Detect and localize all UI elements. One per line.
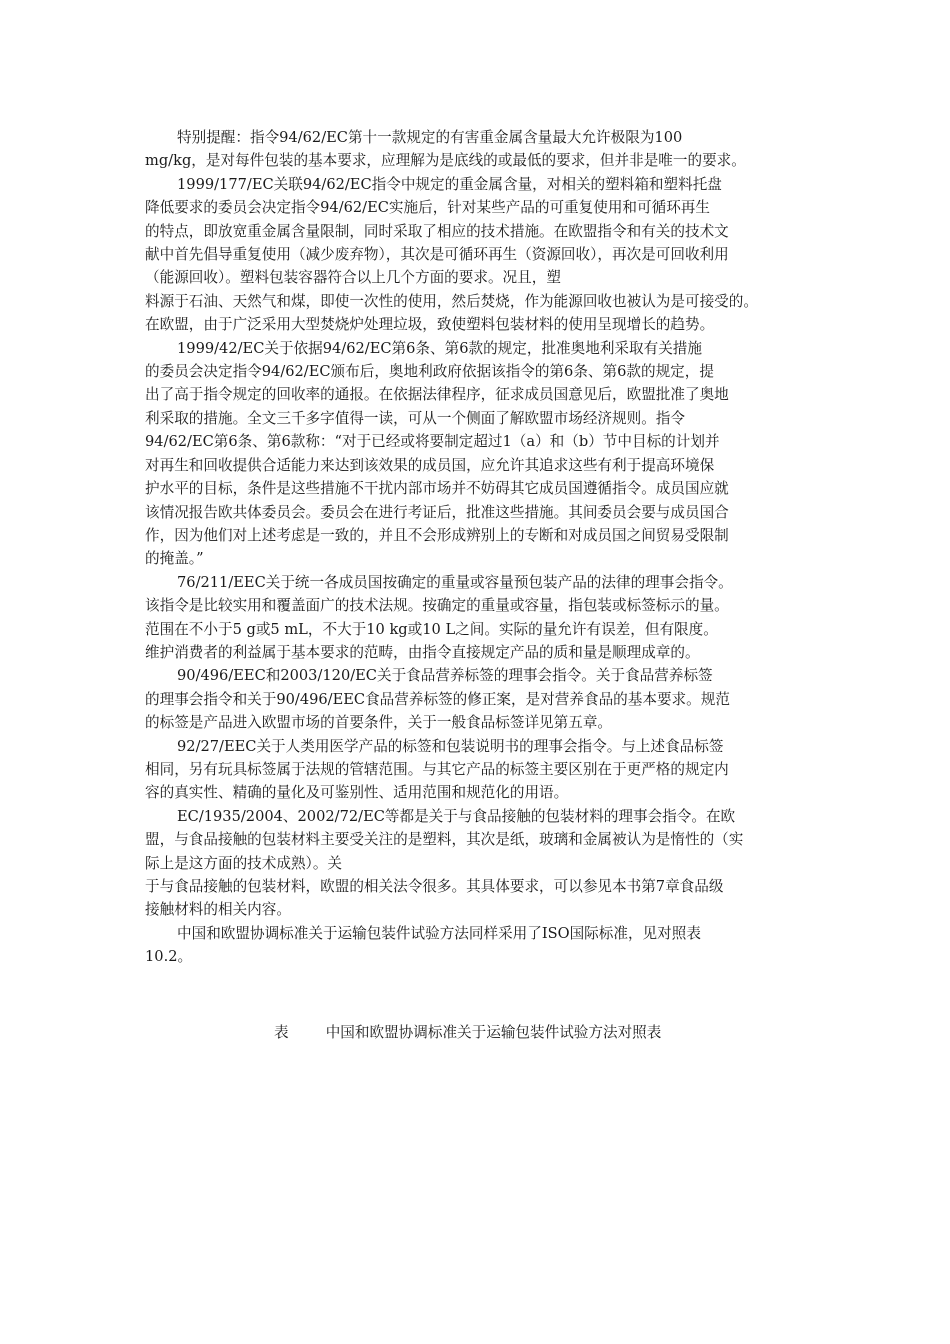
- paragraph-1999-177-ec: [145, 173, 821, 337]
- text-line: 料源于石油、天然气和煤，即使一次性的使用，然后焚烧，作为能源回收也被认为是可接受的。: [145, 292, 758, 310]
- text-line: 94/62/EC第6条、第6款称：“对于已经或将要制定超过1（a）和（b）节中目标的计划并: [145, 433, 720, 451]
- text-line: 中国和欧盟协调标准关于运输包装件试验方法同样采用了ISO国际标准，见对照表: [177, 924, 701, 942]
- text-line: 作，因为他们对上述考虑是一致的，并且不会形成辨别上的专断和对成员国之间贸易受限制: [145, 526, 729, 544]
- table-caption: 表 中国和欧盟协调标准关于运输包装件试验方法对照表: [274, 1024, 662, 1041]
- text-line: 对再生和回收提供合适能力来达到该效果的成员国，应允许其追求这些有利于提高环境保: [145, 456, 715, 474]
- paragraph-ec-1935-2004: [145, 805, 821, 922]
- text-line: 1999/177/EC关联94/62/EC指令中规定的重金属含量，对相关的塑料箱和塑料托盘: [177, 175, 722, 193]
- text-line: 利采取的措施。全文三千多字值得一读，可从一个侧面了解欧盟市场经济规则。指令: [145, 409, 685, 427]
- paragraph-92-27-eec: [145, 735, 821, 805]
- paragraph-1999-42-ec: [145, 337, 821, 571]
- paragraph-90-496-eec: [145, 664, 821, 734]
- paragraph-76-211-eec: [145, 571, 821, 665]
- text-line: 1999/42/EC关于依据94/62/EC第6条、第6款的规定，批准奥地利采取有关措施: [177, 339, 702, 357]
- text-line: 相同，另有玩具标签属于法规的管辖范围。与其它产品的标签主要区别在于更严格的规定内: [145, 760, 729, 778]
- text-line: 际上是这方面的技术成熟）。关: [145, 854, 343, 872]
- text-line: mg/kg，是对每件包装的基本要求，应理解为是底线的或最低的要求，但并非是唯一的要求。: [145, 152, 746, 170]
- text-line: 该指令是比较实用和覆盖面广的技术法规。按确定的重量或容量，指包装或标签标示的量。: [145, 597, 729, 615]
- text-line: 在欧盟，由于广泛采用大型焚烧炉处理垃圾，致使塑料包装材料的使用呈现增长的趋势。: [145, 316, 715, 334]
- text-line: EC/1935/2004、2002/72/EC等都是关于与食品接触的包装材料的理事会指令。在欧: [177, 807, 736, 825]
- text-line: 的理事会指令和关于90/496/EEC食品营养标签的修正案，是对营养食品的基本要求。规范: [145, 690, 730, 708]
- text-line: 92/27/EEC关于人类用医学产品的标签和包装说明书的理事会指令。与上述食品标签: [177, 737, 724, 755]
- text-line: 范围在不小于5 g或5 mL，不大于10 kg或10 L之间。实际的量允许有误差，但有限度。: [145, 620, 718, 638]
- text-line: 降低要求的委员会决定指令94/62/EC实施后，针对某些产品的可重复使用和可循环再生: [145, 199, 710, 217]
- text-line: 10.2。: [145, 948, 193, 966]
- text-line: 护水平的目标，条件是这些措施不干扰内部市场并不妨碍其它成员国遵循指令。成员国应就: [145, 480, 729, 498]
- text-line: （能源回收）。塑料包装容器符合以上几个方面的要求。况且，塑: [145, 269, 561, 287]
- text-line: 盟，与食品接触的包装材料主要受关注的是塑料，其次是纸，玻璃和金属被认为是惰性的（实: [145, 831, 744, 849]
- text-line: 76/211/EEC关于统一各成员国按确定的重量或容量预包装产品的法律的理事会指令。: [177, 573, 733, 591]
- text-line: 献中首先倡导重复使用（减少废弃物），其次是可循环再生（资源回收），再次是可回收利用: [145, 246, 729, 264]
- text-line: 维护消费者的利益属于基本要求的范畴，由指令直接规定产品的质和量是顺理成章的。: [145, 643, 700, 661]
- text-line: 该情况报告欧共体委员会。委员会在进行考证后，批准这些措施。其间委员会要与成员国合: [145, 503, 729, 521]
- text-line: 的特点，即放宽重金属含量限制，同时采取了相应的技术措施。在欧盟指令和有关的技术文: [145, 222, 729, 240]
- text-line: 出了高于指令规定的回收率的通报。在依据法律程序，征求成员国意见后，欧盟批准了奥地: [145, 386, 729, 404]
- text-line: 的委员会决定指令94/62/EC颁布后，奥地利政府依据该指令的第6条、第6款的规定，提: [145, 363, 714, 381]
- text-line: 特别提醒：指令94/62/EC第十一款规定的有害重金属含量最大允许极限为100: [177, 129, 683, 146]
- text-line: 的标签是产品进入欧盟市场的首要条件，关于一般食品标签详见第五章。: [145, 714, 613, 732]
- text-line: 接触材料的相关内容。: [145, 901, 291, 919]
- text-line: 的掩盖。”: [145, 550, 204, 568]
- text-line: 容的真实性、精确的量化及可鉴别性、适用范围和规范化的用语。: [145, 784, 569, 802]
- text-line: 90/496/EEC和2003/120/EC关于食品营养标签的理事会指令。关于食品营养标签: [177, 667, 713, 685]
- document-body: [145, 126, 821, 969]
- paragraph-heavy-metal-reminder: [145, 126, 821, 173]
- paragraph-iso-harmonized-standards: [145, 922, 821, 969]
- text-line: 于与食品接触的包装材料，欧盟的相关法令很多。其具体要求，可以参见本书第7章食品级: [145, 878, 724, 895]
